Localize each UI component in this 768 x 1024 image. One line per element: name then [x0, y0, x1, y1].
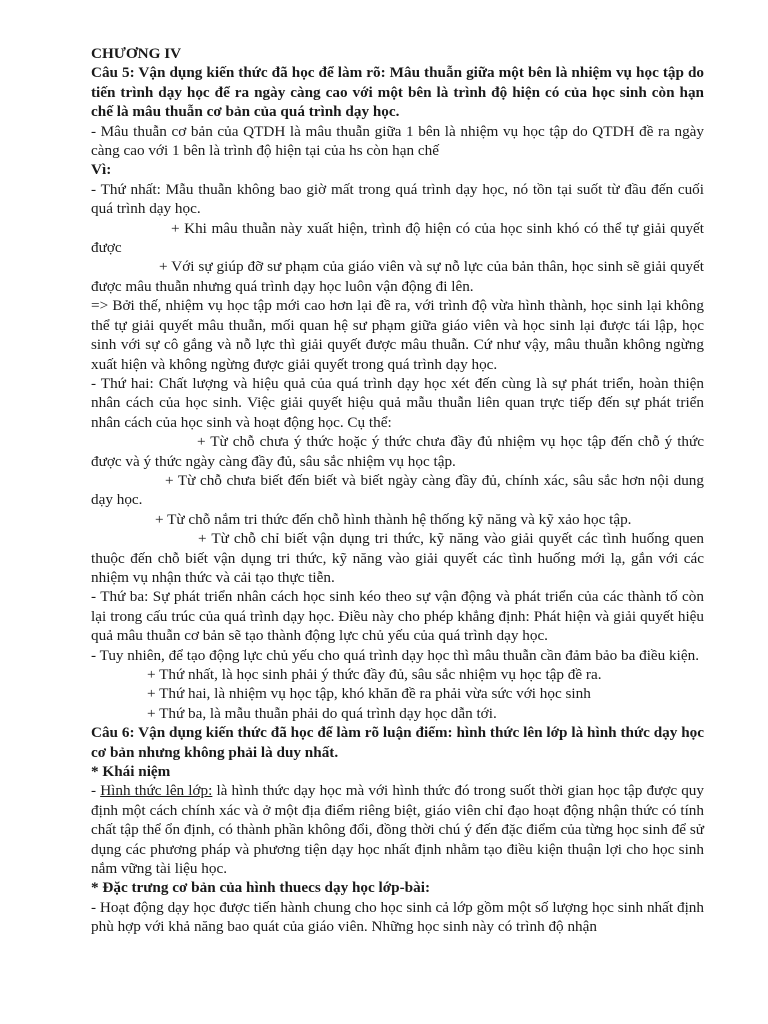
q5-second-sub-b: + Từ chỗ chưa biết đến biết và biết ngày càng đầy đủ, chính xác, sâu sắc hơn nội dung dạy học. [91, 471, 704, 509]
q6-concept-body: là hình thức dạy học mà với hình thức đó trong suốt thời gian học tập được quy định một cách chính xác và ở một địa điểm riêng biệt, giáo viên chỉ đạo hoạt động nhận thức có tính chất tập thể ổn định, có thành phần không đổi, đồng thời chú ý đến đặc điểm của từng học sinh để sử dụng các phương pháp và phương tiện dạy học nhất định nhằm tạo điều kiện thuận lợi cho học sinh nắm vững tài liệu học. [91, 782, 704, 878]
q5-conclusion-paragraph: => Bởi thế, nhiệm vụ học tập mới cao hơn lại đề ra, với trình độ vừa hình thành, học sinh lại không thể tự giải quyết mâu thuẫn, mối quan hệ sư phạm giữa giáo viên và học sinh lại được tái lập, học sinh với sự cô gắng và nỗ lực thì giải quyết được mâu thuẫn. Cứ như vậy, mâu thuẫn không ngừng xuất hiện và không ngừng được giải quyết trong quá trình dạy học. [91, 297, 704, 373]
question-5-title: Câu 5: Vận dụng kiến thức đã học để làm rõ: Mâu thuẫn giữa một bên là nhiệm vụ học tập do tiến trình dạy học để ra ngày càng cao với một bên là trình độ hiện có của học sinh còn hạn chế là mâu thuẫn cơ bản của quá trình dạy học. [91, 64, 704, 121]
q6-concept-paragraph [91, 781, 704, 878]
q5-condition-2: + Thứ hai, là nhiệm vụ học tập, khó khăn đề ra phải vừa sức với học sinh [147, 685, 591, 703]
q5-first-sub-b: + Với sự giúp đỡ sư phạm của giáo viên và sự nỗ lực của bản thân, học sinh sẽ giải quyết được mâu thuẫn nhưng quá trình dạy học luôn vận động đi lên. [91, 258, 704, 295]
q5-intro-paragraph: - Mâu thuẫn cơ bản của QTDH là mâu thuẫn giữa 1 bên là nhiệm vụ học tập do QTDH đề ra ngày càng cao với 1 bên là trình độ hiện tại của hs còn hạn chế [91, 122, 704, 160]
q6-concept-prefix: - [91, 782, 101, 800]
q6-concept-term: Hình thức lên lớp: [100, 782, 213, 800]
q6-features-heading: * Đặc trưng cơ bản của hình thuecs dạy học lớp-bài: [91, 879, 431, 897]
q5-condition-3: + Thứ ba, là mẫu thuẫn phải do quá trình dạy học dẫn tới. [147, 704, 497, 722]
q5-condition-1: + Thứ nhất, là học sinh phải ý thức đầy đủ, sâu sắc nhiệm vụ học tập đề ra. [147, 666, 602, 683]
q5-second-sub-a: + Từ chỗ chưa ý thức hoặc ý thức chưa đầy đủ nhiệm vụ học tập đến chỗ ý thức được và ý thức ngày càng đầy đủ, sâu sắc nhiệm vụ học tập. [91, 433, 704, 470]
q5-second-sub-c: + Từ chỗ nắm tri thức đến chỗ hình thành hệ thống kỹ năng và kỹ xảo học tập. [155, 510, 632, 528]
chapter-heading: CHƯƠNG IV [91, 45, 182, 62]
q5-first-point: - Thứ nhất: Mẫu thuẫn không bao giờ mất trong quá trình dạy học, nó tồn tại suốt từ đầu đến cuối quá trình dạy học. [91, 180, 704, 218]
question-6-title: Câu 6: Vận dụng kiến thức đã học để làm rõ luận điểm: hình thức lên lớp là hình thức dạy học cơ bản nhưng không phải là duy nhất. [91, 724, 704, 761]
q5-first-sub-a: + Khi mâu thuẫn này xuất hiện, trình độ hiện có của học sinh khó có thể tự giải quyết được [91, 219, 704, 257]
q6-concept-heading: * Khái niệm [91, 763, 171, 781]
q6-features-paragraph: - Hoạt động dạy học được tiến hành chung cho học sinh cả lớp gồm một số lượng học sinh nhất định phù hợp với khả năng bao quát của giáo viên. Những học sinh này có trình độ nhận [91, 898, 704, 936]
q5-third-point: - Thứ ba: Sự phát triển nhân cách học sinh kéo theo sự vận động và phát triển của các thành tố còn lại trong cấu trúc của quá trình dạy học. Điều này cho phép khẳng định: Phát hiện và giải quyết hiệu quả mâu thuẫn cơ bản sẽ tạo thành động lực chủ yếu của quá trình dạy học. [91, 588, 704, 645]
q5-because-label: Vì: [91, 161, 112, 179]
q5-second-point: - Thứ hai: Chất lượng và hiệu quả của quá trình dạy học xét đến cùng là sự phát triển, hoàn thiện nhân cách của học sinh. Việc giải quyết hiệu quả mẫu thuẫn liên quan trực tiếp đến sự phát triển nhân cách của học sinh và hoạt động học. Cụ thể: [91, 374, 704, 431]
q5-however-paragraph: - Tuy nhiên, để tạo động lực chủ yếu cho quá trình dạy học thì mâu thuẫn cần đảm bảo ba điều kiện. [91, 646, 699, 664]
q5-second-sub-d: + Từ chỗ chỉ biết vận dụng tri thức, kỹ năng vào giải quyết các tình huống quen thuộc đến chỗ biết vận dụng tri thức, kỹ năng vào giải quyết các tình huống mới lạ, gắn với các nhiệm vụ nhận thức và cải tạo thực tiễn. [91, 530, 704, 586]
